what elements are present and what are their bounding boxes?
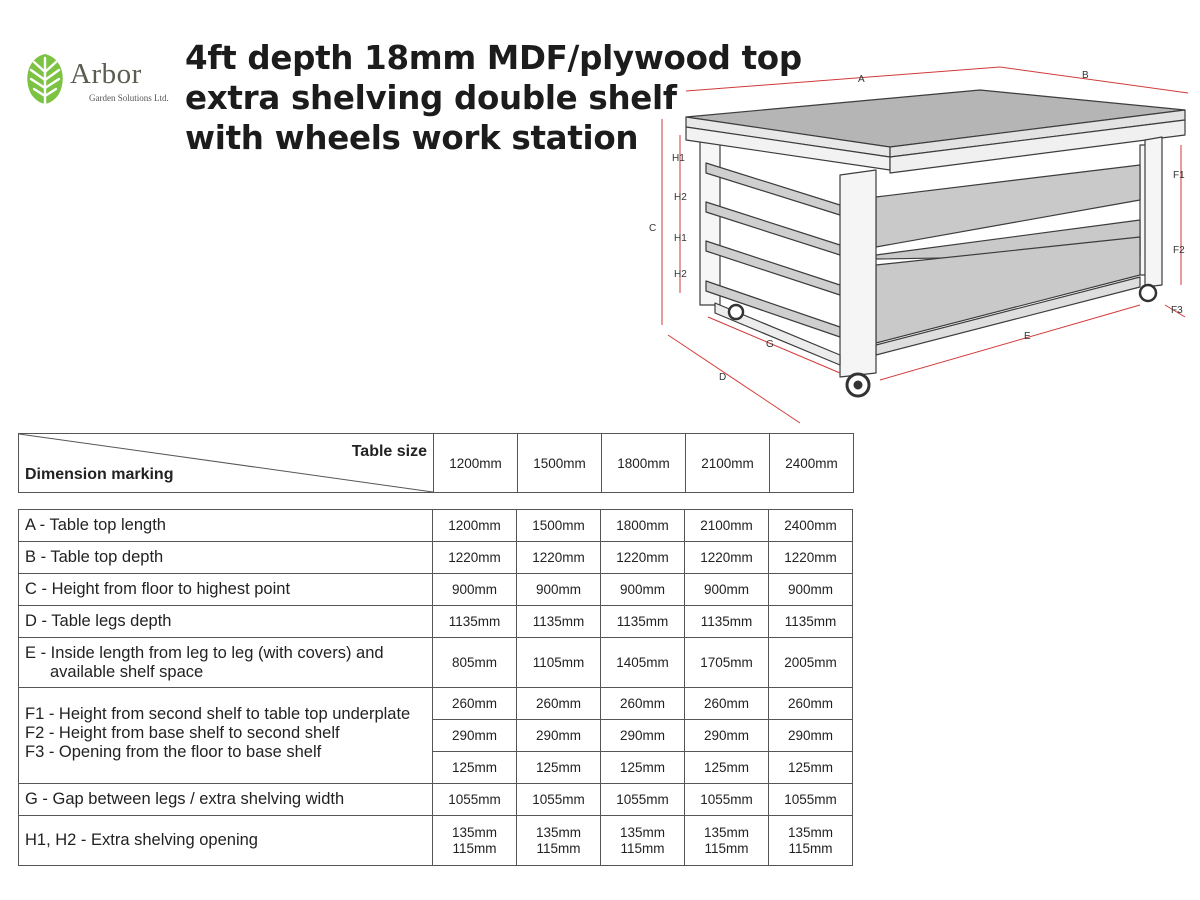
dim-label-h1-top: H1 <box>672 153 685 164</box>
value-cell: 260mm <box>601 688 685 720</box>
value-cell: 900mm <box>517 574 601 606</box>
row-label: C - Height from floor to highest point <box>19 574 433 606</box>
workstation-diagram <box>640 55 1195 435</box>
brand-name: Arbor <box>70 58 142 90</box>
dim-label-f2: F2 <box>1173 245 1185 256</box>
value-cell: 1055mm <box>433 784 517 816</box>
value-h1: 135mm <box>703 824 749 840</box>
value-cell: 1055mm <box>601 784 685 816</box>
value-cell: 1220mm <box>769 542 853 574</box>
value-cell: 1135mm <box>685 606 769 638</box>
row-label-f-group <box>19 688 433 784</box>
value-h2: 115mm <box>620 840 665 856</box>
leaf-icon <box>20 50 70 110</box>
value-cell <box>685 816 769 866</box>
header-diagonal-cell <box>19 434 434 493</box>
table-row-d <box>19 606 853 638</box>
dim-label-g: G <box>766 339 774 350</box>
value-cell: 2005mm <box>769 638 853 688</box>
value-h1: 135mm <box>451 824 497 840</box>
value-h1: 135mm <box>619 824 665 840</box>
value-cell: 260mm <box>769 688 853 720</box>
value-cell: 1055mm <box>517 784 601 816</box>
dim-label-f1: F1 <box>1173 170 1185 181</box>
value-cell: 1055mm <box>685 784 769 816</box>
table-row-f1 <box>19 688 853 720</box>
dim-label-c: C <box>649 223 657 234</box>
value-cell: 1135mm <box>601 606 685 638</box>
value-h2: 115mm <box>536 840 581 856</box>
value-cell: 1135mm <box>433 606 517 638</box>
value-cell: 260mm <box>433 688 517 720</box>
title-line-3: with wheels work station <box>185 119 639 157</box>
row-label: G - Gap between legs / extra shelving width <box>19 784 433 816</box>
brand-logo <box>20 50 170 110</box>
dimensions-table <box>18 509 853 866</box>
value-cell: 1800mm <box>601 510 685 542</box>
value-cell <box>433 816 517 866</box>
title-line-1: 4ft depth 18mm MDF/plywood top <box>185 39 802 77</box>
value-cell: 900mm <box>685 574 769 606</box>
value-cell: 2100mm <box>685 510 769 542</box>
dim-label-h2-bottom: H2 <box>674 269 687 280</box>
value-cell: 290mm <box>517 720 601 752</box>
value-cell: 1220mm <box>433 542 517 574</box>
brand-subtitle: Garden Solutions Ltd. <box>89 93 169 103</box>
value-cell: 1105mm <box>517 638 601 688</box>
value-cell <box>601 816 685 866</box>
value-cell: 290mm <box>769 720 853 752</box>
value-h1: 135mm <box>787 824 833 840</box>
value-cell: 125mm <box>433 752 517 784</box>
table-row-a <box>19 510 853 542</box>
value-h2: 115mm <box>704 840 749 856</box>
size-header-cell: 1500mm <box>518 434 602 493</box>
value-cell: 290mm <box>601 720 685 752</box>
dim-label-a: A <box>858 74 865 85</box>
value-cell <box>517 816 601 866</box>
value-cell: 1220mm <box>601 542 685 574</box>
title-line-2: extra shelving double shelf <box>185 79 677 117</box>
dim-label-f3: F3 <box>1171 305 1183 316</box>
table-size-label: Table size <box>351 443 427 460</box>
dim-label-b: B <box>1082 70 1089 81</box>
row-label-line: F1 - Height from second shelf to table top underplate <box>25 705 411 723</box>
value-cell: 260mm <box>517 688 601 720</box>
value-h1: 135mm <box>535 824 581 840</box>
value-cell: 2400mm <box>769 510 853 542</box>
row-label: H1, H2 - Extra shelving opening <box>19 816 433 866</box>
table-row-h <box>19 816 853 866</box>
value-cell: 125mm <box>517 752 601 784</box>
dim-label-h1-bottom: H1 <box>674 233 687 244</box>
size-header-table <box>18 433 854 493</box>
row-label-line: F3 - Opening from the floor to base shelf <box>25 743 322 761</box>
size-header-cell: 1200mm <box>434 434 518 493</box>
row-label: A - Table top length <box>19 510 433 542</box>
value-h2: 115mm <box>788 840 833 856</box>
value-cell: 1220mm <box>517 542 601 574</box>
value-cell: 805mm <box>433 638 517 688</box>
row-label-line: E - Inside length from leg to leg (with covers) and <box>25 643 384 662</box>
value-cell: 1220mm <box>685 542 769 574</box>
row-label-line: available shelf space <box>50 662 204 681</box>
value-cell: 260mm <box>685 688 769 720</box>
value-cell: 290mm <box>433 720 517 752</box>
value-cell: 1200mm <box>433 510 517 542</box>
table-row-e <box>19 638 853 688</box>
value-cell: 900mm <box>769 574 853 606</box>
table-row-c <box>19 574 853 606</box>
row-label: D - Table legs depth <box>19 606 433 638</box>
value-cell: 900mm <box>433 574 517 606</box>
value-cell: 1405mm <box>601 638 685 688</box>
table-row-b <box>19 542 853 574</box>
value-cell: 125mm <box>769 752 853 784</box>
value-cell: 125mm <box>601 752 685 784</box>
value-cell: 1055mm <box>769 784 853 816</box>
value-h2: 115mm <box>452 840 497 856</box>
value-cell: 900mm <box>601 574 685 606</box>
value-cell <box>769 816 853 866</box>
value-cell: 1705mm <box>685 638 769 688</box>
dim-label-e: E <box>1024 331 1031 342</box>
value-cell: 1135mm <box>517 606 601 638</box>
value-cell: 125mm <box>685 752 769 784</box>
table-row-g <box>19 784 853 816</box>
size-header-cell: 1800mm <box>602 434 686 493</box>
value-cell: 290mm <box>685 720 769 752</box>
row-label-line: F2 - Height from base shelf to second shelf <box>25 724 340 742</box>
value-cell: 1500mm <box>517 510 601 542</box>
dimension-marking-label: Dimension marking <box>25 466 174 483</box>
row-label <box>19 638 433 688</box>
size-header-cell: 2100mm <box>686 434 770 493</box>
size-header-cell: 2400mm <box>770 434 854 493</box>
row-label: B - Table top depth <box>19 542 433 574</box>
dim-label-h2-top: H2 <box>674 192 687 203</box>
value-cell: 1135mm <box>769 606 853 638</box>
dim-label-d: D <box>719 372 727 383</box>
